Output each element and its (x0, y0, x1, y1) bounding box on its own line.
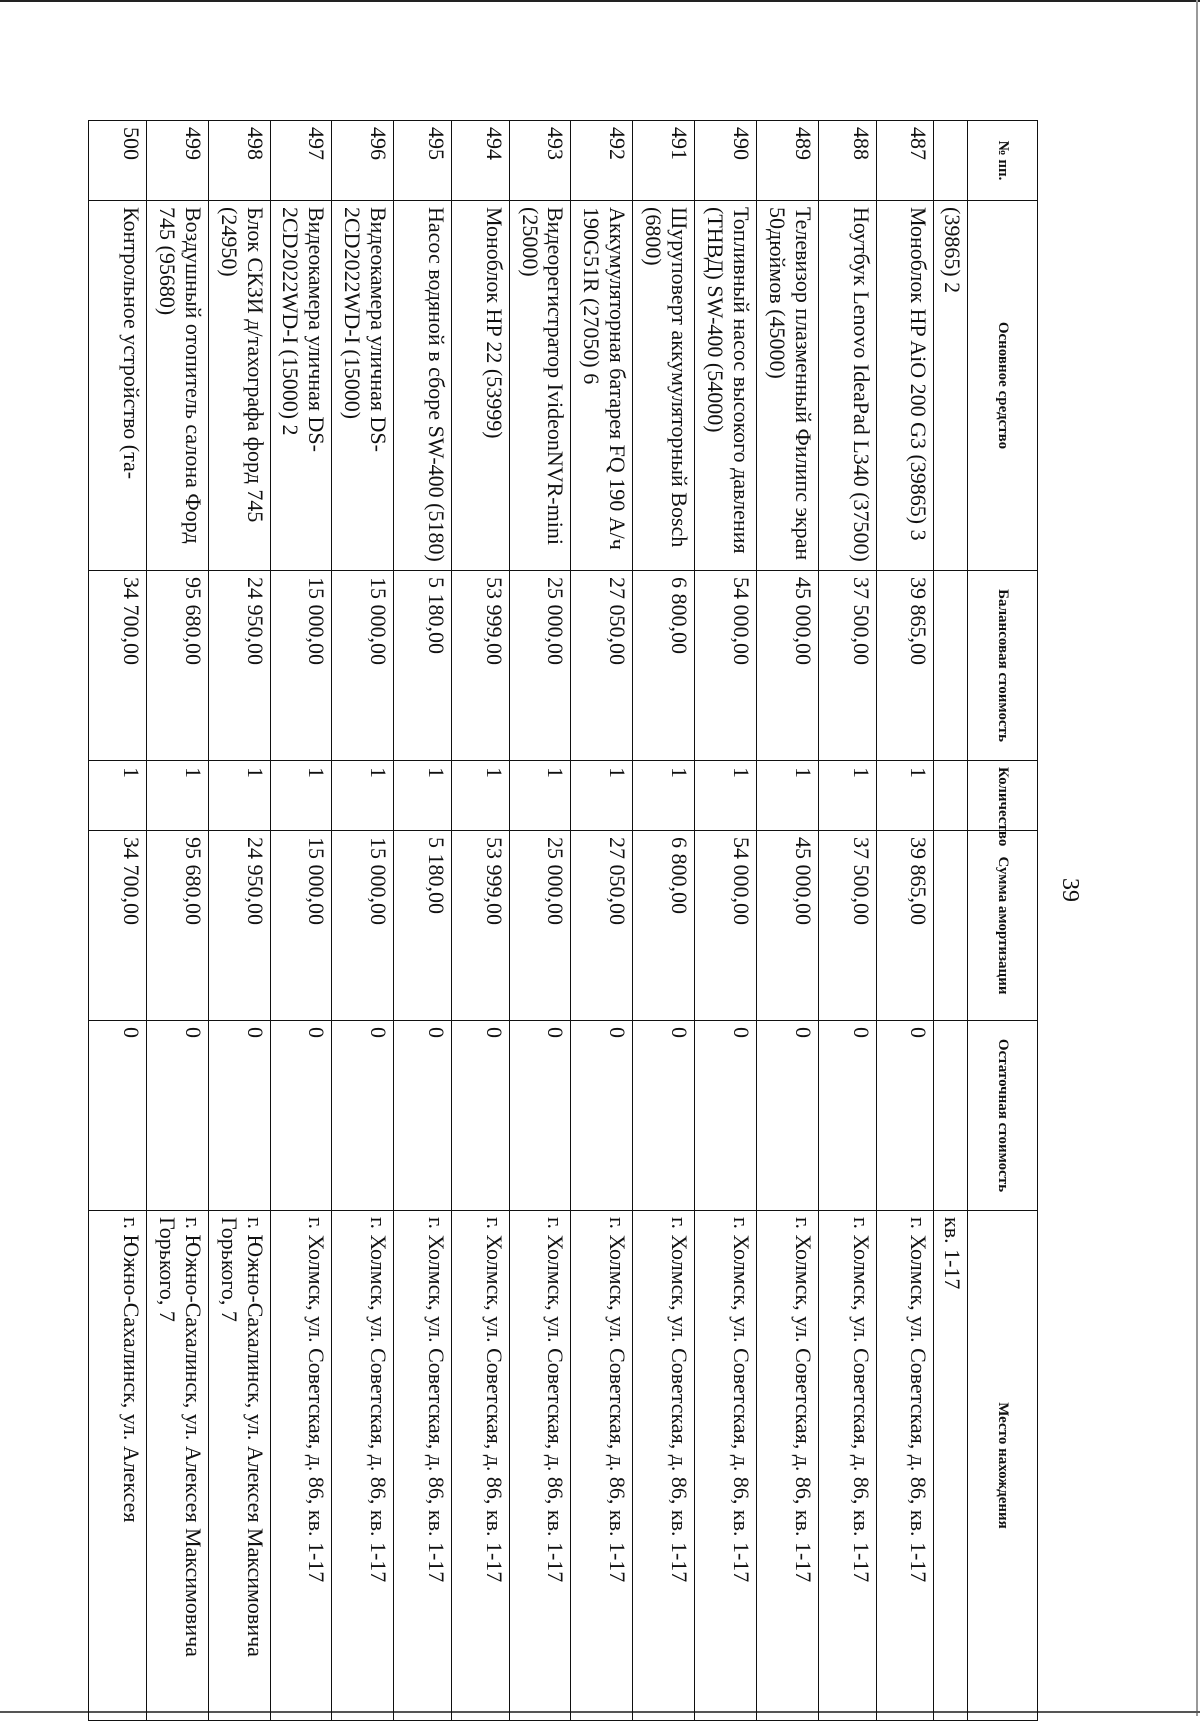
header-asset: Основное средство (968, 201, 1038, 571)
table-row (757, 121, 819, 1721)
table-row (695, 121, 757, 1721)
cell-asset: Аккумуляторная батарея FQ 190 А/ч 190G51R (27050) 6 (571, 201, 633, 571)
cell-amortization (934, 831, 968, 1021)
cell-balance: 15 000,00 (270, 571, 332, 761)
table-row (332, 121, 394, 1721)
cell-residual: 0 (509, 1021, 571, 1211)
cell-num: 493 (509, 121, 571, 201)
cell-balance: 53 999,00 (451, 571, 509, 761)
cell-amortization: 24 950,00 (208, 831, 270, 1021)
cell-asset: Шуруповерт аккумуляторный Bosch (6800) (633, 201, 695, 571)
cell-num: 487 (876, 121, 934, 201)
cell-num: 494 (451, 121, 509, 201)
cell-asset: Видеокамера уличная DS-2CD2022WD-I (15000) 2 (270, 201, 332, 571)
cell-amortization: 6 800,00 (633, 831, 695, 1021)
fixed-assets-table (88, 120, 1038, 1721)
cell-num (934, 121, 968, 201)
cell-amortization: 54 000,00 (695, 831, 757, 1021)
cell-num: 495 (394, 121, 452, 201)
cell-qty: 1 (89, 761, 147, 831)
cell-location: г. Холмск, ул. Советская, д. 86, кв. 1-17 (819, 1211, 877, 1721)
cell-balance: 54 000,00 (695, 571, 757, 761)
cell-amortization: 27 050,00 (571, 831, 633, 1021)
table-row (394, 121, 452, 1721)
scan-top-edge (0, 0, 1200, 2)
cell-amortization: 37 500,00 (819, 831, 877, 1021)
cell-balance: 6 800,00 (633, 571, 695, 761)
cell-num: 491 (633, 121, 695, 201)
cell-asset: Топливный насос высокого давления (ТНВД) SW-400 (54000) (695, 201, 757, 571)
cell-balance: 39 865,00 (876, 571, 934, 761)
cell-qty: 1 (571, 761, 633, 831)
cell-residual: 0 (633, 1021, 695, 1211)
table-header-row (968, 121, 1038, 1721)
cell-amortization: 39 865,00 (876, 831, 934, 1021)
table-row (208, 121, 270, 1721)
cell-location: г. Холмск, ул. Советская, д. 86, кв. 1-17 (633, 1211, 695, 1721)
cell-num: 496 (332, 121, 394, 201)
cell-residual: 0 (394, 1021, 452, 1211)
scan-right-edge (1196, 0, 1198, 1716)
cell-num: 488 (819, 121, 877, 201)
cell-amortization: 15 000,00 (270, 831, 332, 1021)
cell-location: г. Холмск, ул. Советская, д. 86, кв. 1-17 (451, 1211, 509, 1721)
header-balance: Балансовая стоимость (968, 571, 1038, 761)
cell-qty: 1 (270, 761, 332, 831)
table-row (509, 121, 571, 1721)
cell-qty: 1 (146, 761, 208, 831)
cell-asset: Контрольное устройство (та- (89, 201, 147, 571)
cell-qty: 1 (695, 761, 757, 831)
cell-location: г. Южно-Сахалинск, ул. Алексея Максимовича Горького, 7 (146, 1211, 208, 1721)
cell-residual: 0 (571, 1021, 633, 1211)
cell-asset: Воздушный отопитель салона Форд 745 (95680) (146, 201, 208, 571)
cell-location: г. Холмск, ул. Советская, д. 86, кв. 1-17 (332, 1211, 394, 1721)
header-amortization: Сумма амортизации (968, 831, 1038, 1021)
table-row (146, 121, 208, 1721)
cell-asset: Видеокамера уличная DS-2CD2022WD-I (15000) (332, 201, 394, 571)
table-row (633, 121, 695, 1721)
header-num: № пп. (968, 121, 1038, 201)
cell-location: г. Холмск, ул. Советская, д. 86, кв. 1-17 (571, 1211, 633, 1721)
cell-num: 489 (757, 121, 819, 201)
cell-num: 490 (695, 121, 757, 201)
cell-residual (934, 1021, 968, 1211)
cell-balance (934, 571, 968, 761)
cell-location: г. Холмск, ул. Советская, д. 86, кв. 1-17 (695, 1211, 757, 1721)
cell-amortization: 15 000,00 (332, 831, 394, 1021)
cell-num: 498 (208, 121, 270, 201)
cell-asset: Моноблок HP 22 (53999) (451, 201, 509, 571)
cell-amortization: 25 000,00 (509, 831, 571, 1021)
cell-balance: 5 180,00 (394, 571, 452, 761)
cell-asset: Видеорегистратор IvideonNVR-mini (25000) (509, 201, 571, 571)
cell-qty (934, 761, 968, 831)
cell-num: 492 (571, 121, 633, 201)
cell-asset: Телевизор плазменный Филипс экран 50дюймов (45000) (757, 201, 819, 571)
cell-location: г. Холмск, ул. Советская, д. 86, кв. 1-17 (394, 1211, 452, 1721)
table-row (876, 121, 934, 1721)
cell-balance: 27 050,00 (571, 571, 633, 761)
cell-num: 500 (89, 121, 147, 201)
cell-amortization: 5 180,00 (394, 831, 452, 1021)
header-residual: Остаточная стоимость (968, 1021, 1038, 1211)
cell-location: г. Холмск, ул. Советская, д. 86, кв. 1-17 (270, 1211, 332, 1721)
cell-qty: 1 (757, 761, 819, 831)
cell-amortization: 34 700,00 (89, 831, 147, 1021)
cell-location: г. Холмск, ул. Советская, д. 86, кв. 1-17 (757, 1211, 819, 1721)
cell-balance: 34 700,00 (89, 571, 147, 761)
cell-amortization: 95 680,00 (146, 831, 208, 1021)
cell-balance: 24 950,00 (208, 571, 270, 761)
cell-qty: 1 (451, 761, 509, 831)
cell-residual: 0 (89, 1021, 147, 1211)
cell-qty: 1 (876, 761, 934, 831)
cell-residual: 0 (332, 1021, 394, 1211)
table-row (451, 121, 509, 1721)
cell-residual: 0 (876, 1021, 934, 1211)
cell-residual: 0 (208, 1021, 270, 1211)
cell-qty: 1 (394, 761, 452, 831)
cell-amortization: 53 999,00 (451, 831, 509, 1021)
table-row (89, 121, 147, 1721)
cell-location: г. Южно-Сахалинск, ул. Алексея Максимовича Горького, 7 (208, 1211, 270, 1721)
cell-asset: Ноутбук Lenovo IdeaPad L340 (37500) (819, 201, 877, 571)
cell-residual: 0 (270, 1021, 332, 1211)
table-row (819, 121, 877, 1721)
cell-qty: 1 (208, 761, 270, 831)
cell-qty: 1 (509, 761, 571, 831)
cell-balance: 45 000,00 (757, 571, 819, 761)
cell-asset: Блок СКЗИ д/тахографа форд 745 (24950) (208, 201, 270, 571)
cell-residual: 0 (695, 1021, 757, 1211)
cell-residual: 0 (757, 1021, 819, 1211)
cell-location: г. Холмск, ул. Советская, д. 86, кв. 1-17 (509, 1211, 571, 1721)
table-row (571, 121, 633, 1721)
cell-residual: 0 (146, 1021, 208, 1211)
cell-num: 497 (270, 121, 332, 201)
cell-location: кв. 1-17 (934, 1211, 968, 1721)
cell-asset: (39865) 2 (934, 201, 968, 571)
cell-location: г. Южно-Сахалинск, ул. Алексея (89, 1211, 147, 1721)
page-number: 39 (1057, 878, 1083, 902)
cell-qty: 1 (819, 761, 877, 831)
cell-asset: Моноблок HP AiO 200 G3 (39865) 3 (876, 201, 934, 571)
cell-location: г. Холмск, ул. Советская, д. 86, кв. 1-17 (876, 1211, 934, 1721)
header-location: Место нахождения (968, 1211, 1038, 1721)
continuation-row (934, 121, 968, 1721)
cell-residual: 0 (819, 1021, 877, 1211)
cell-balance: 95 680,00 (146, 571, 208, 761)
cell-qty: 1 (633, 761, 695, 831)
cell-amortization: 45 000,00 (757, 831, 819, 1021)
cell-balance: 15 000,00 (332, 571, 394, 761)
cell-asset: Насос водяной в сборе SW-400 (5180) (394, 201, 452, 571)
cell-num: 499 (146, 121, 208, 201)
rotated-page (88, 120, 1038, 1720)
cell-qty: 1 (332, 761, 394, 831)
cell-balance: 37 500,00 (819, 571, 877, 761)
table-row (270, 121, 332, 1721)
cell-residual: 0 (451, 1021, 509, 1211)
header-qty: Количество (968, 761, 1038, 831)
cell-balance: 25 000,00 (509, 571, 571, 761)
